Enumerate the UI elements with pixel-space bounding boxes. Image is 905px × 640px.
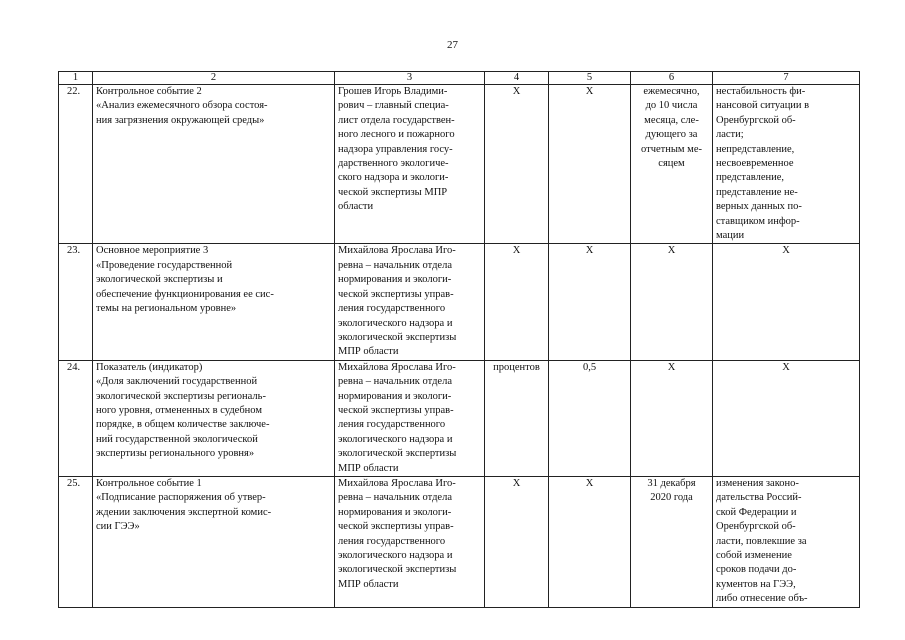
header-cell: 6 (631, 72, 713, 85)
table-row (59, 244, 860, 360)
risk-cell (713, 85, 860, 244)
event-cell (93, 360, 335, 476)
header-cell: 7 (713, 72, 860, 85)
event-cell (93, 244, 335, 360)
cell-line: Михайлова Ярослава Иго- (338, 361, 456, 373)
cell-line: «Подписание распоряжения об утвер- (96, 492, 266, 504)
cell-line: мации (716, 230, 745, 242)
event-cell (93, 476, 335, 607)
risk-cell: Х (713, 360, 860, 476)
cell-line: Контрольное событие 2 (96, 86, 202, 97)
cell-line: ного лесного и пожарного (338, 129, 455, 141)
cell-line: ческой экспертизы управ- (338, 288, 454, 300)
cell-line: Контрольное событие 1 (96, 477, 202, 489)
cell-line: дующего за (645, 129, 698, 141)
cell-line: ления государственного (338, 419, 446, 431)
cell-line: нормирования и экологи- (338, 506, 452, 518)
responsible-cell (335, 360, 485, 476)
row-number: 25. (59, 476, 93, 607)
cell-line: нормирования и экологи- (338, 274, 452, 286)
cell-line: экологической экспертизы (338, 564, 457, 576)
risk-cell (713, 476, 860, 607)
header-cell: 3 (335, 72, 485, 85)
deadline-cell: Х (631, 360, 713, 476)
responsible-cell (335, 85, 485, 244)
cell-line: лист отдела государствен- (338, 114, 455, 126)
cell-line: ревна – начальник отдела (338, 259, 452, 271)
cell-line: ческой экспертизы управ- (338, 404, 454, 416)
cell-line: ставщиком инфор- (716, 215, 800, 227)
header-cell: 2 (93, 72, 335, 85)
cell-line: дарственного экологиче- (338, 158, 449, 170)
cell-line: Показатель (индикатор) (96, 361, 203, 373)
cell-line: представление не- (716, 186, 798, 198)
unit-cell: процентов (485, 360, 549, 476)
cell-line: представление, (716, 172, 785, 184)
cell-line: ской Федерации и (716, 506, 797, 518)
cell-line: ежемесячно, (643, 86, 700, 97)
cell-line: МПР области (338, 346, 399, 358)
cell-line: собой изменение (716, 550, 792, 561)
table-row (59, 476, 860, 607)
cell-line: нормирования и экологи- (338, 390, 452, 402)
cell-line: «Анализ ежемесячного обзора состоя- (96, 100, 268, 112)
cell-line: МПР области (338, 578, 399, 590)
cell-line: либо отнесение объ- (716, 593, 808, 605)
unit-cell: Х (485, 244, 549, 360)
value-cell: 0,5 (549, 360, 631, 476)
cell-line: сии ГЭЭ» (96, 521, 140, 533)
cell-line: месяца, сле- (644, 114, 699, 126)
cell-line: порядке, в общем количестве заключе- (96, 419, 270, 431)
cell-line: «Проведение государственной (96, 259, 233, 271)
cell-line: ния загрязнения окружающей среды» (96, 114, 265, 126)
cell-line: экологической экспертизы и (96, 274, 223, 286)
risk-cell: Х (713, 244, 860, 360)
value-cell: Х (549, 476, 631, 607)
deadline-cell (631, 476, 713, 607)
cell-line: непредставление, (716, 143, 795, 155)
cell-line: экологического надзора и (338, 317, 453, 329)
cell-line: сроков подачи до- (716, 564, 797, 576)
cell-line: 2020 года (650, 492, 693, 504)
cell-line: изменения законо- (716, 477, 799, 489)
cell-line: ласти, повлекшие за (716, 535, 807, 547)
cell-line: нестабильность фи- (716, 86, 806, 97)
header-cell: 5 (549, 72, 631, 85)
cell-line: экологической экспертизы региональ- (96, 390, 266, 402)
cell-line: несвоевременное (716, 158, 794, 170)
cell-line: МПР области (338, 462, 399, 474)
cell-line: ления государственного (338, 535, 446, 547)
event-cell (93, 85, 335, 244)
cell-line: темы на региональном уровне» (96, 303, 237, 315)
unit-cell: Х (485, 476, 549, 607)
cell-line: экспертизы регионального уровня» (96, 448, 255, 460)
plan-table (58, 71, 860, 608)
cell-line: верных данных по- (716, 201, 802, 213)
deadline-cell: Х (631, 244, 713, 360)
cell-line: отчетным ме- (641, 143, 702, 155)
page-number: 27 (447, 39, 458, 51)
table-header-row (59, 72, 860, 85)
cell-line: ления государственного (338, 303, 446, 315)
cell-line: ного уровня, отмененных в судебном (96, 404, 263, 416)
cell-line: Михайлова Ярослава Иго- (338, 245, 456, 257)
cell-line: ческой экспертизы управ- (338, 521, 454, 533)
cell-line: ского надзора и экологи- (338, 172, 449, 184)
responsible-cell (335, 244, 485, 360)
cell-line: до 10 числа (645, 100, 698, 112)
cell-line: Оренбургской об- (716, 521, 796, 533)
table-row (59, 85, 860, 244)
cell-line: ласти; (716, 129, 744, 141)
cell-line: Оренбургской об- (716, 114, 796, 126)
cell-line: Михайлова Ярослава Иго- (338, 477, 456, 489)
cell-line: Грошев Игорь Владими- (338, 86, 448, 97)
cell-line: сяцем (658, 158, 685, 170)
cell-line: ний государственной экологической (96, 433, 258, 445)
cell-line: ческой экспертизы МПР (338, 186, 448, 198)
header-cell: 4 (485, 72, 549, 85)
value-cell: Х (549, 244, 631, 360)
cell-line: 31 декабря (647, 477, 696, 489)
cell-line: области (338, 201, 374, 213)
cell-line: ждении заключения экспертной комис- (96, 506, 272, 518)
cell-line: нансовой ситуации в (716, 100, 810, 112)
value-cell: Х (549, 85, 631, 244)
cell-line: Основное мероприятие 3 (96, 245, 209, 257)
table-row (59, 360, 860, 476)
responsible-cell (335, 476, 485, 607)
cell-line: ревна – начальник отдела (338, 376, 452, 388)
cell-line: надзора управления госу- (338, 143, 453, 155)
cell-line: экологической экспертизы (338, 448, 457, 460)
cell-line: «Доля заключений государственной (96, 376, 258, 388)
deadline-cell (631, 85, 713, 244)
cell-line: обеспечение функционирования ее сис- (96, 288, 274, 300)
cell-line: дательства Россий- (716, 492, 802, 504)
row-number: 23. (59, 244, 93, 360)
cell-line: ревна – начальник отдела (338, 492, 452, 504)
cell-line: экологического надзора и (338, 550, 453, 561)
header-cell: 1 (59, 72, 93, 85)
cell-line: кументов на ГЭЭ, (716, 578, 796, 590)
row-number: 22. (59, 85, 93, 244)
cell-line: экологической экспертизы (338, 331, 457, 343)
cell-line: экологического надзора и (338, 433, 453, 445)
unit-cell: Х (485, 85, 549, 244)
cell-line: рович – главный специа- (338, 100, 449, 112)
row-number: 24. (59, 360, 93, 476)
